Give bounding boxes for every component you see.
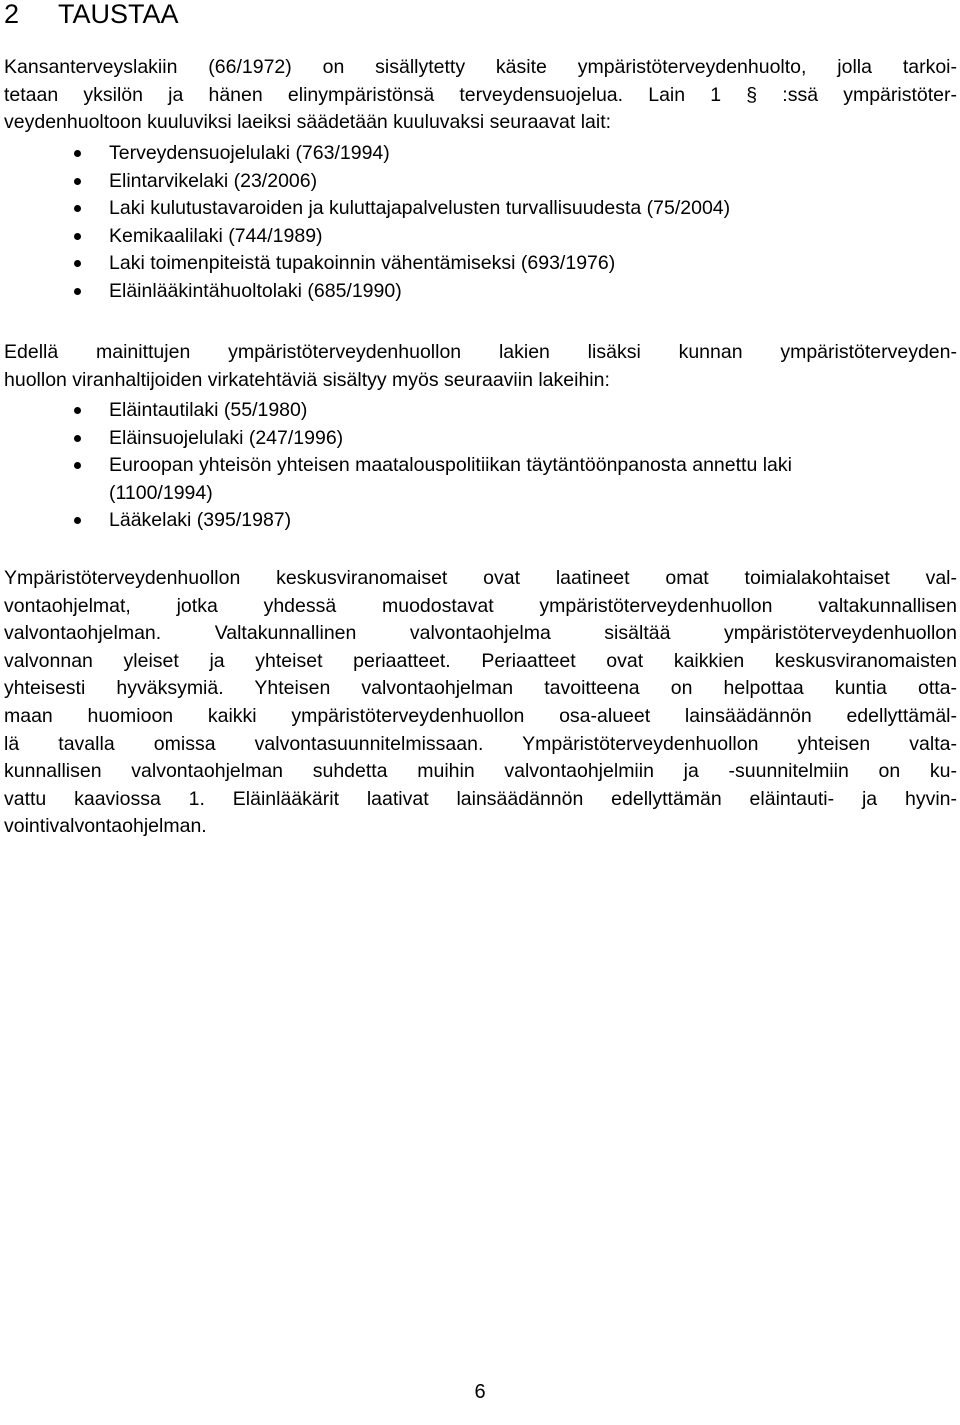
section-heading — [4, 0, 179, 30]
bullet-icon — [74, 260, 81, 267]
list-item — [4, 250, 957, 278]
section-title: TAUSTAA — [58, 0, 179, 29]
paragraph-line: Ympäristöterveydenhuollon keskusviranomaiset ovat laatineet omat toimialakohtaiset val- — [4, 567, 957, 589]
section-number: 2 — [4, 0, 20, 29]
paragraph-line: tetaan yksilön ja hänen elinympäristönsä terveydensuojelua. Lain 1 § :ssä ympäristöter- — [4, 83, 957, 106]
paragraph-control-program — [4, 565, 957, 841]
paragraph-line: valvontaohjelman. Valtakunnallinen valvontaohjelma sisältää ympäristöterveydenhuollon — [4, 622, 957, 645]
list-item-text: Lääkelaki (395/1987) — [109, 509, 292, 532]
list-item — [4, 223, 957, 251]
paragraph-line: Edellä mainittujen ympäristöterveydenhuollon lakien lisäksi kunnan ympäristöterveyden- — [4, 341, 957, 363]
bullet-icon — [74, 150, 81, 157]
list-item-text: Eläintautilaki (55/1980) — [109, 399, 308, 421]
bullet-icon — [74, 517, 81, 524]
list-item — [4, 452, 957, 480]
list-item — [4, 397, 957, 425]
paragraph-additional-laws — [4, 339, 957, 394]
paragraph-line: kunnallisen valvontaohjelman suhdetta muihin valvontaohjelmiin ja -suunnitelmiin on ku- — [4, 760, 957, 783]
paragraph-line: valvonnan yleiset ja yhteiset periaatteet. Periaatteet ovat kaikkien keskusviranomaisten — [4, 649, 957, 672]
list-item-text: Laki toimenpiteistä tupakoinnin vähentämiseksi (693/1976) — [109, 252, 616, 275]
paragraph-line: vointivalvontaohjelman. — [4, 815, 207, 838]
paragraph-line: vattu kaaviossa 1. Eläinlääkärit laativat lainsäädännön edellyttämän eläintauti- ja hyvin- — [4, 787, 957, 810]
list-item — [4, 507, 957, 535]
paragraph-line: maan huomioon kaikki ympäristöterveydenhuollon osa-alueet lainsäädännön edellyttämäl- — [4, 704, 957, 727]
list-item-text: Eläinlääkintähuoltolaki (685/1990) — [109, 279, 402, 302]
list-item — [4, 140, 957, 168]
list-item-text: Eläinsuojelulaki (247/1996) — [109, 426, 344, 449]
list-item — [4, 168, 957, 196]
list-item-text: Terveydensuojelulaki (763/1994) — [109, 142, 390, 164]
list-item — [4, 425, 957, 453]
paragraph-line: huollon viranhaltijoiden virkatehtäviä sisältyy myös seuraaviin lakeihin: — [4, 368, 610, 391]
bullet-icon — [74, 205, 81, 212]
list-item-text: Laki kulutustavaroiden ja kuluttajapalvelusten turvallisuudesta (75/2004) — [109, 197, 731, 220]
list-item — [4, 278, 957, 306]
list-item-text: Kemikaalilaki (744/1989) — [109, 224, 323, 247]
bullet-icon — [74, 407, 81, 414]
paragraph-line: veydenhuoltoon kuuluviksi laeiksi säädetään kuuluvaksi seuraavat lait: — [4, 111, 612, 134]
page-number: 6 — [474, 1381, 486, 1403]
law-list-primary — [4, 140, 957, 306]
list-item-text: (1100/1994) — [109, 481, 213, 504]
law-list-secondary — [4, 397, 957, 535]
paragraph-intro — [4, 54, 957, 137]
bullet-icon — [74, 462, 81, 469]
list-item-text: Euroopan yhteisön yhteisen maatalouspolitiikan täytäntöönpanosta annettu laki — [109, 454, 792, 477]
list-item — [4, 195, 957, 223]
paragraph-line: yhteisesti hyväksymiä. Yhteisen valvontaohjelman tavoitteena on helpottaa kuntia otta- — [4, 677, 957, 700]
paragraph-line: lä tavalla omissa valvontasuunnitelmissaan. Ympäristöterveydenhuollon yhteisen valta- — [4, 732, 957, 755]
paragraph-line: Kansanterveyslakiin (66/1972) on sisällytetty käsite ympäristöterveydenhuolto, jolla tarkoi- — [4, 56, 957, 78]
bullet-icon — [74, 435, 81, 442]
bullet-icon — [74, 233, 81, 240]
bullet-icon — [74, 288, 81, 295]
list-item-continuation — [4, 480, 957, 508]
paragraph-line: vontaohjelmat, jotka yhdessä muodostavat ympäristöterveydenhuollon valtakunnallisen — [4, 594, 957, 617]
list-item-text: Elintarvikelaki (23/2006) — [109, 169, 318, 192]
bullet-icon — [74, 178, 81, 185]
